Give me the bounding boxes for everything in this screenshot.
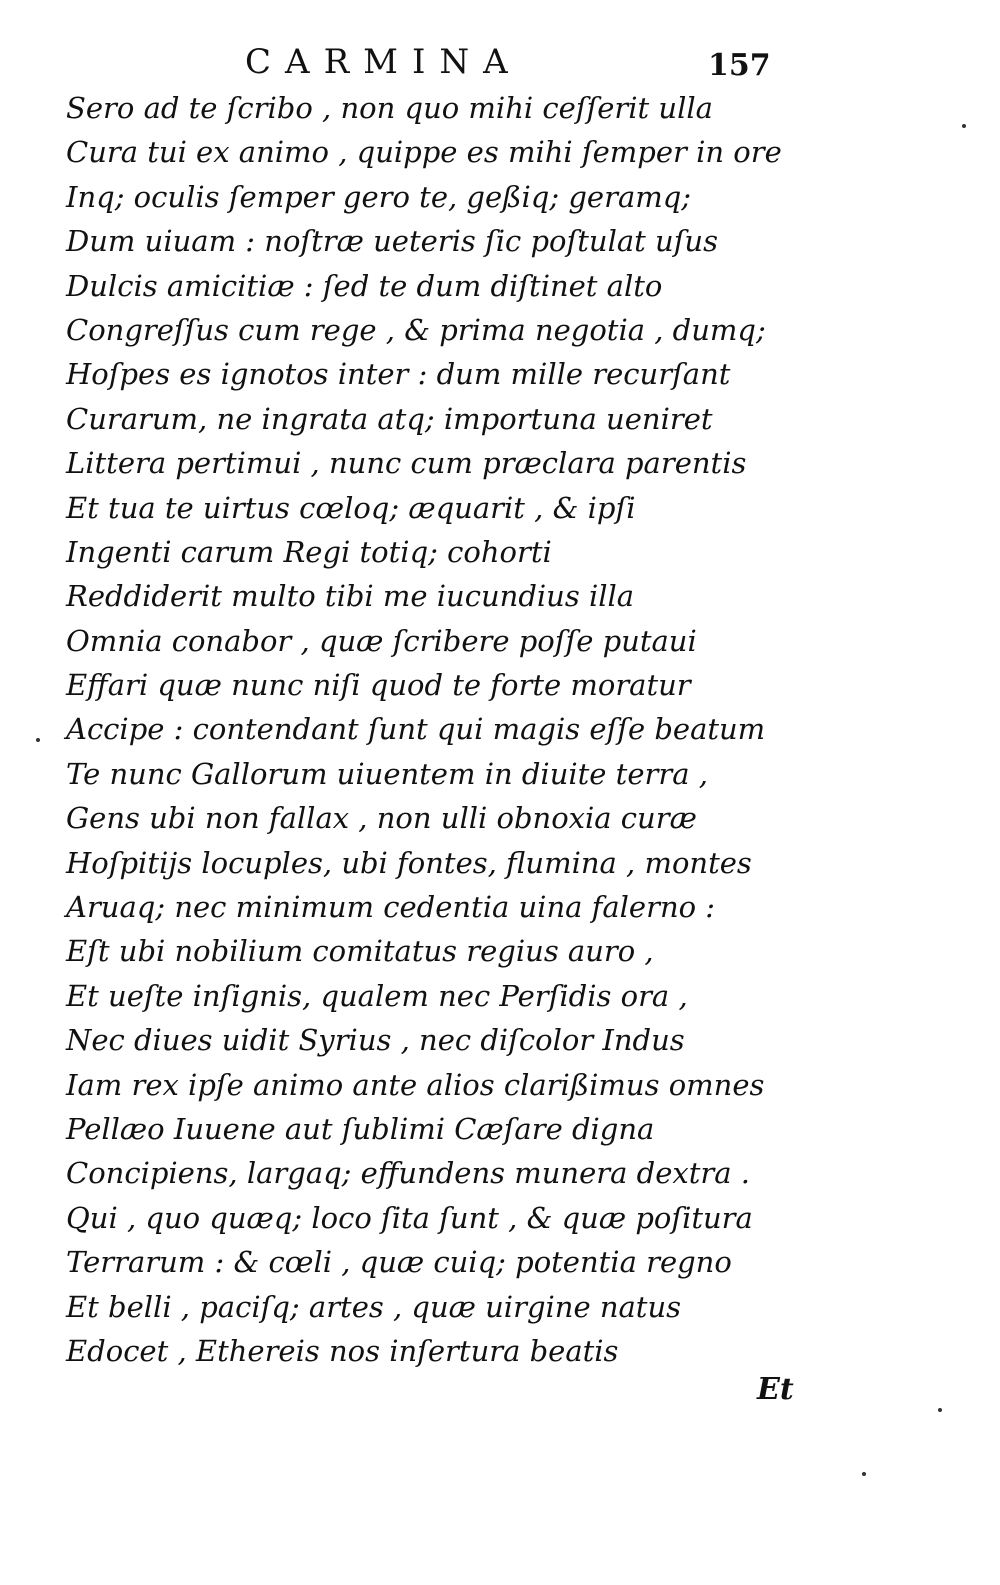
verse-line: Sero ad te ſcribo , non quo mihi ceſſerit ulla: [66, 91, 713, 125]
verse-line: Inq; oculis ſemper gero te, geßiq; geramq;: [66, 179, 692, 214]
page-number: 157: [708, 48, 771, 83]
ink-speck: [962, 124, 966, 128]
verse-line: Dum uiuam : noſtræ ueteris ſic poſtulat uſus: [66, 224, 718, 259]
verse-line: Ingenti carum Regi totiq; cohorti: [66, 534, 552, 569]
verse-line: Et tua te uirtus cœloq; æquarit , & ipſi: [66, 490, 636, 525]
verse-line: Aruaq; nec minimum cedentia uina falerno :: [66, 890, 716, 925]
running-head: CARMINA: [245, 42, 522, 82]
ink-speck: [938, 1408, 942, 1412]
verse-line: Hoſpitijs locuples, ubi fontes, flumina , montes: [66, 845, 752, 880]
verse-line: Cura tui ex animo , quippe es mihi ſemper in ore: [66, 135, 782, 170]
verse-line: Pellæo Iuuene aut ſublimi Cæſare digna: [66, 1111, 655, 1146]
verse-line: Qui , quo quæq; loco ſita ſunt , & quæ poſitura: [66, 1200, 753, 1235]
verse-line: Curarum, ne ingrata atq; importuna ueniret: [66, 401, 713, 436]
verse-line: Concipiens, largaq; effundens munera dextra .: [66, 1156, 750, 1191]
verse-line: Reddiderit multo tibi me iucundius illa: [66, 579, 635, 614]
verse-line: Hoſpes es ignotos inter : dum mille recurſant: [66, 357, 731, 392]
ink-speck: [862, 1472, 866, 1476]
verse-line: Te nunc Gallorum uiuentem in diuite terra ,: [66, 756, 708, 791]
catchword: Et: [757, 1372, 794, 1407]
verse-line: Congreſſus cum rege , & prima negotia , dumq;: [66, 312, 766, 347]
verse-line: Effari quæ nunc niſi quod te forte moratur: [66, 668, 691, 703]
verse-line: Gens ubi non fallax , non ulli obnoxia curæ: [66, 801, 697, 836]
verse-line: Nec diues uidit Syrius , nec diſcolor Indus: [66, 1023, 685, 1058]
verse-line: Littera pertimui , nunc cum præclara parentis: [66, 446, 747, 481]
verse-line: Omnia conabor , quæ ſcribere poſſe putaui: [66, 623, 697, 658]
verse-line: Dulcis amicitiæ : ſed te dum diſtinet alto: [66, 268, 663, 303]
verse-line: Iam rex ipſe animo ante alios clarißimus omnes: [66, 1067, 765, 1102]
verse-line: Terrarum : & cœli , quæ cuiq; potentia regno: [66, 1245, 732, 1280]
verse-line: Et belli , paciſq; artes , quæ uirgine natus: [66, 1289, 682, 1324]
ink-speck: [36, 738, 40, 742]
verse-line: Accipe : contendant ſunt qui magis eſſe beatum: [66, 712, 766, 747]
verse-line: Edocet , Ethereis nos inſertura beatis: [66, 1333, 619, 1368]
verse-line: Et ueſte inſignis, qualem nec Perſidis ora ,: [66, 978, 688, 1013]
poem-text: [66, 86, 782, 1373]
verse-line: Eſt ubi nobilium comitatus regius auro ,: [66, 934, 654, 969]
